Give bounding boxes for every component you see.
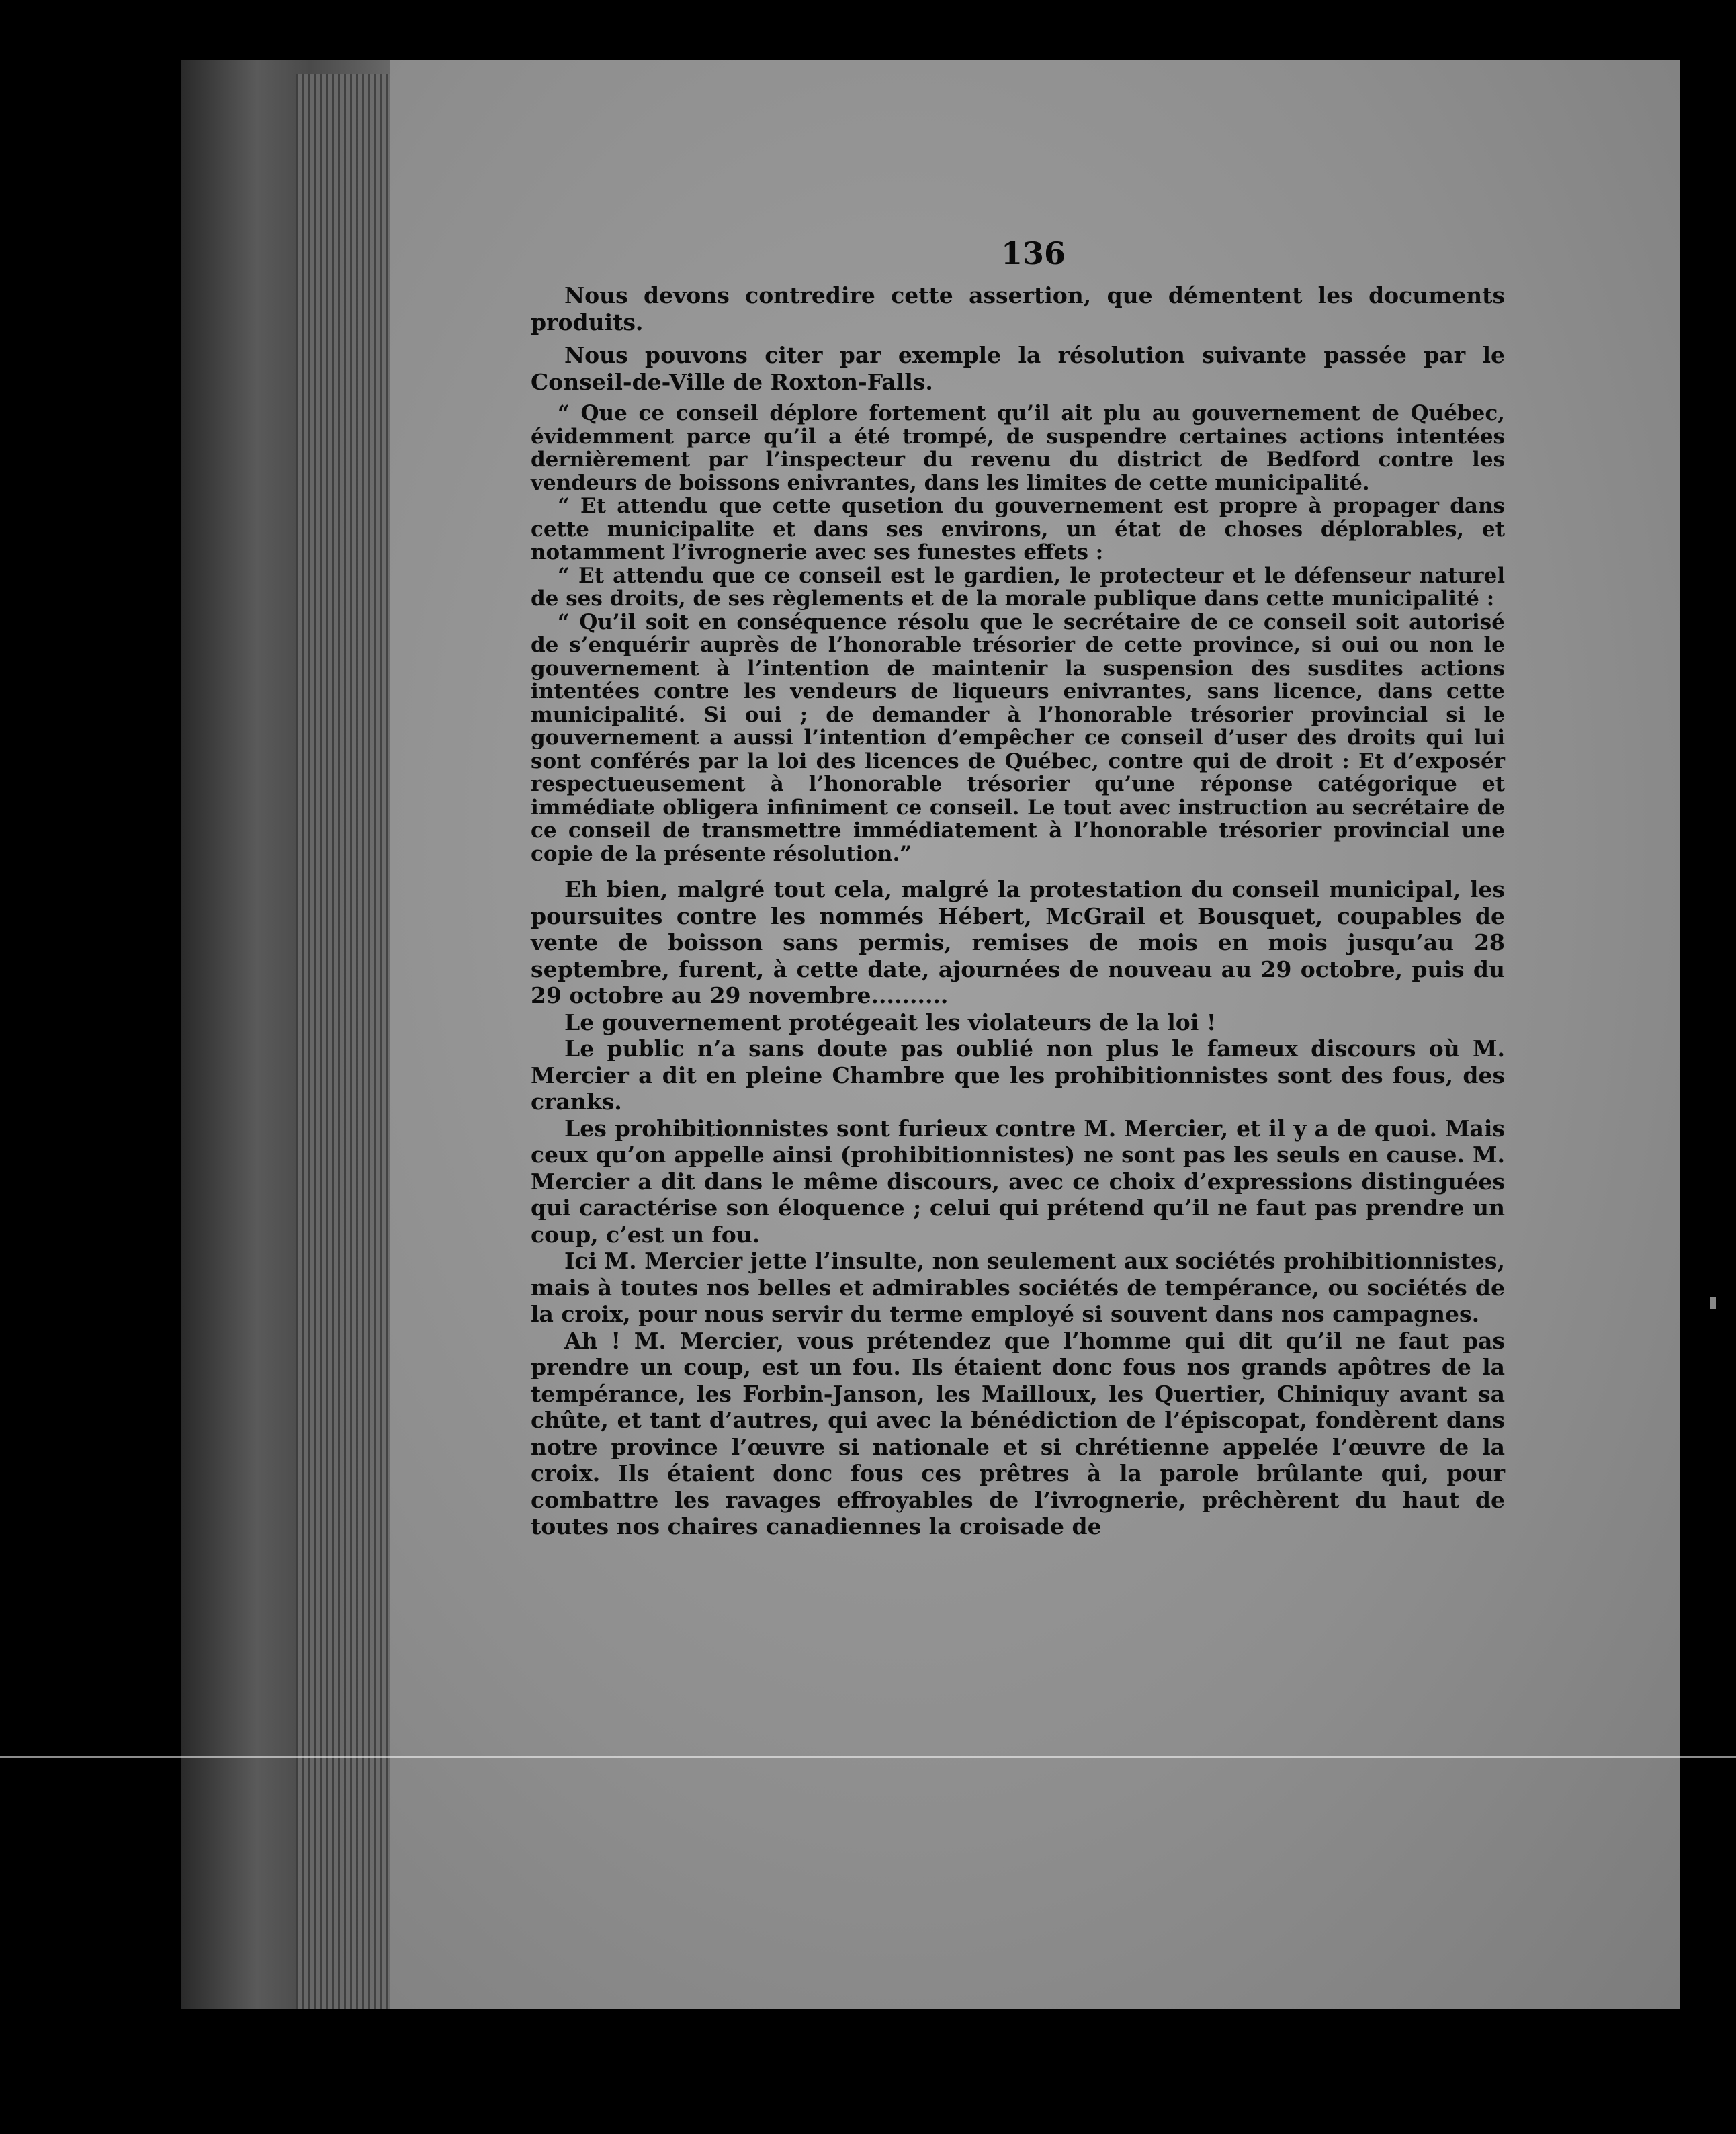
- paragraph: Ici M. Mercier jette l’insulte, non seulement aux sociétés prohibitionnistes, mais à toutes nos belles et admirables sociétés de tempérance, ou sociétés de la croix, pour nous servir du terme employé si souvent dans nos campagnes.: [531, 1248, 1505, 1327]
- resolution-paragraph: “ Et attendu que cette qusetion du gouvernement est propre à propager dans cette municipalite et dans ses environs, un état de choses déplorables, et notamment l’ivrognerie avec ses funestes effets :: [531, 494, 1505, 564]
- page-number: 136: [1001, 235, 1066, 271]
- scan-artifact-line: [0, 1756, 1736, 1758]
- resolution-paragraph: “ Qu’il soit en conséquence résolu que le secrétaire de ce conseil soit autorisé de s’enquérir auprès de l’honorable trésorier de cette province, si oui ou non le gouvernement à l’intention de maintenir la suspension des susdites actions intentées contre les vendeurs de liqueurs enivrantes, sans licence, dans cette municipalité. Si oui ; de demander à l’honorable trésorier provincial si le gouvernement a aussi l’intention d’empêcher ce conseil d’user des droits qui lui sont conférés par la loi des licences de Québec, contre qui de droit : Et d’exposér respectueusement à l’honorable trésorier qu’une réponse catégorique et immédiate obligera infiniment ce conseil. Le tout avec instruction au secrétaire de ce conseil de transmettre immédiatement à l’honorable trésorier provincial une copie de la présente résolution.”: [531, 609, 1505, 866]
- page-text: [531, 282, 1505, 1540]
- paragraph: Nous pouvons citer par exemple la résolution suivante passée par le Conseil-de-Ville de Roxton-Falls.: [531, 342, 1505, 395]
- paragraph: Le gouvernement protégeait les violateurs de la loi !: [564, 1009, 1217, 1035]
- paragraph: Nous devons contredire cette assertion, que démentent les documents produits.: [531, 282, 1505, 335]
- resolution-paragraph: “ Que ce conseil déplore fortement qu’il ait plu au gouvernement de Québec, évidemment parce qu’il a été trompé, de suspendre certaines actions intentées dernièrement par l’inspecteur du revenu du district de Bedford contre les vendeurs de boissons enivrantes, dans les limites de cette municipalité.: [531, 401, 1505, 495]
- paragraph: Les prohibitionnistes sont furieux contre M. Mercier, et il y a de quoi. Mais ceux qu’on appelle ainsi (prohibitionnistes) ne sont pas les seuls en cause. M. Mercier a dit dans le même discours, avec ce choix d’expressions distinguées qui caractérise son éloquence ; celui qui prétend qu’il ne faut pas prendre un coup, c’est un fou.: [531, 1115, 1505, 1248]
- paragraph: Ah ! M. Mercier, vous prétendez que l’homme qui dit qu’il ne faut pas prendre un coup, est un fou. Ils étaient donc fous nos grands apôtres de la tempérance, les Forbin-Janson, les Mailloux, les Quertier, Chiniquy avant sa chûte, et tant d’autres, qui avec la bénédiction de l’épiscopat, fondèrent dans notre province l’œuvre si nationale et si chrétienne appelée l’œuvre de la croix. Ils étaient donc fous ces prêtres à la parole brûlante qui, pour combattre les ravages effroyables de l’ivrognerie, prêchèrent du haut de toutes nos chaires canadiennes la croisade de: [531, 1327, 1505, 1539]
- paragraph: Le public n’a sans doute pas oublié non plus le fameux discours où M. Mercier a dit en pleine Chambre que les prohibitionnistes sont des fous, des cranks.: [531, 1035, 1505, 1115]
- resolution-paragraph: “ Et attendu que ce conseil est le gardien, le protecteur et le défenseur naturel de ses droits, de ses règlements et de la morale publique dans cette municipalité :: [531, 563, 1505, 611]
- paragraph: Eh bien, malgré tout cela, malgré la protestation du conseil municipal, les poursuites contre les nommés Hébert, McGrail et Bousquet, coupables de vente de boisson sans permis, remises de mois en mois jusqu’au 28 septembre, furent, à cette date, ajournées de nouveau au 29 octobre, puis du 29 octobre au 29 novembre..........: [531, 876, 1505, 1009]
- book-page-edges: [296, 74, 396, 2009]
- scan-artifact-mark: [1710, 1297, 1716, 1309]
